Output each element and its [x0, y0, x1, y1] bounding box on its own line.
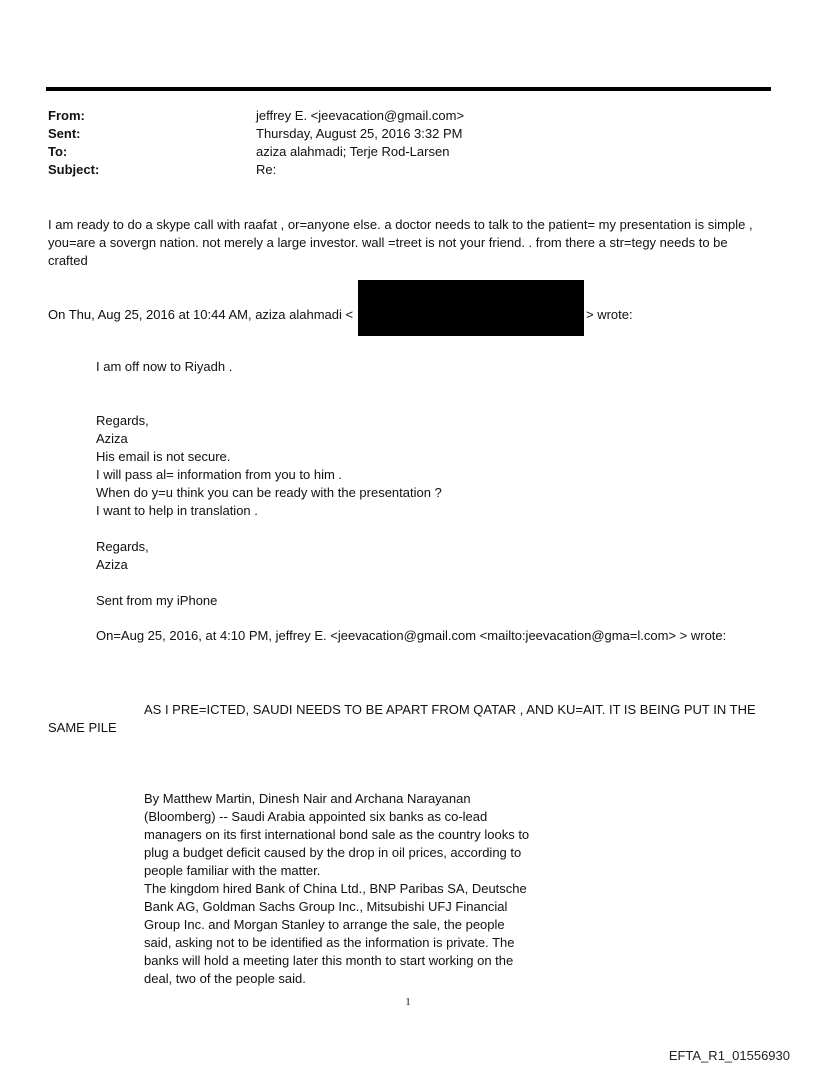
- redaction-block: [358, 280, 584, 336]
- message-body: I am ready to do a skype call with raafat , or=anyone else. a doctor needs to talk to the patient= my presentation is simple , you=are a sovergn nation. not merely a large investor. wall =treet is not your friend. . from there a str=tegy needs to be crafted: [48, 217, 753, 268]
- quote2-attribution: On=Aug 25, 2016, at 4:10 PM, jeffrey E. <jeevacation@gmail.com <mailto:jeevacation@gma=l.com> > wrote:: [96, 628, 727, 643]
- article-para1: (Bloomberg) -- Saudi Arabia appointed six banks as co-lead managers on its first international bond sale as the country looks to plug a budget deficit caused by the drop in oil prices, according to people familiar with the matter.: [144, 809, 530, 878]
- from-value: jeffrey E. <jeevacation@gmail.com>: [256, 108, 465, 123]
- quote1-name2: Aziza: [96, 557, 128, 572]
- article-byline: By Matthew Martin, Dinesh Nair and Archana Narayanan: [144, 791, 471, 806]
- quote1-line-when: When do y=u think you can be ready with the presentation ?: [96, 485, 442, 500]
- document-id: EFTA_R1_01556930: [668, 1048, 790, 1063]
- sent-value: Thursday, August 25, 2016 3:32 PM: [256, 126, 463, 141]
- header-rule: [46, 87, 771, 91]
- quote1-line-off: I am off now to Riyadh .: [96, 359, 233, 374]
- page-number: 1: [405, 996, 411, 1008]
- quote1-sent-from: Sent from my iPhone: [96, 593, 218, 608]
- sent-label: Sent:: [48, 126, 81, 141]
- article-para2: The kingdom hired Bank of China Ltd., BNP Paribas SA, Deutsche Bank AG, Goldman Sachs Group Inc., Mitsubishi UFJ Financial Group Inc. and Morgan Stanley to arrange the sale, the people said, asking not to be identified as the information is private. The banks will hold a meeting later this month to start working on the deal, two of the people said.: [144, 881, 527, 986]
- subject-label: Subject:: [48, 162, 100, 177]
- from-label: From:: [48, 108, 85, 123]
- quote2-caps-line1: AS I PRE=ICTED, SAUDI NEEDS TO BE APART FROM QATAR , AND KU=AIT. IT IS BEING PUT IN THE: [144, 702, 756, 717]
- quote2-caps-line2: SAME PILE: [48, 720, 117, 735]
- to-value: aziza alahmadi; Terje Rod-Larsen: [256, 144, 450, 159]
- subject-value: Re:: [256, 162, 277, 177]
- quote1-attribution: On Thu, Aug 25, 2016 at 10:44 AM, aziza alahmadi <: [48, 307, 354, 322]
- article-block: [144, 790, 534, 988]
- quote1-line-secure: His email is not secure.: [96, 449, 231, 464]
- quote1-wrote: > wrote:: [586, 307, 633, 322]
- quote1-regards1: Regards,: [96, 413, 149, 428]
- to-label: To:: [48, 144, 68, 159]
- quote1-line-pass: I will pass al= information from you to him .: [96, 467, 343, 482]
- quote1-regards2: Regards,: [96, 539, 149, 554]
- quote1-line-help: I want to help in translation .: [96, 503, 258, 518]
- quote1-name1: Aziza: [96, 431, 128, 446]
